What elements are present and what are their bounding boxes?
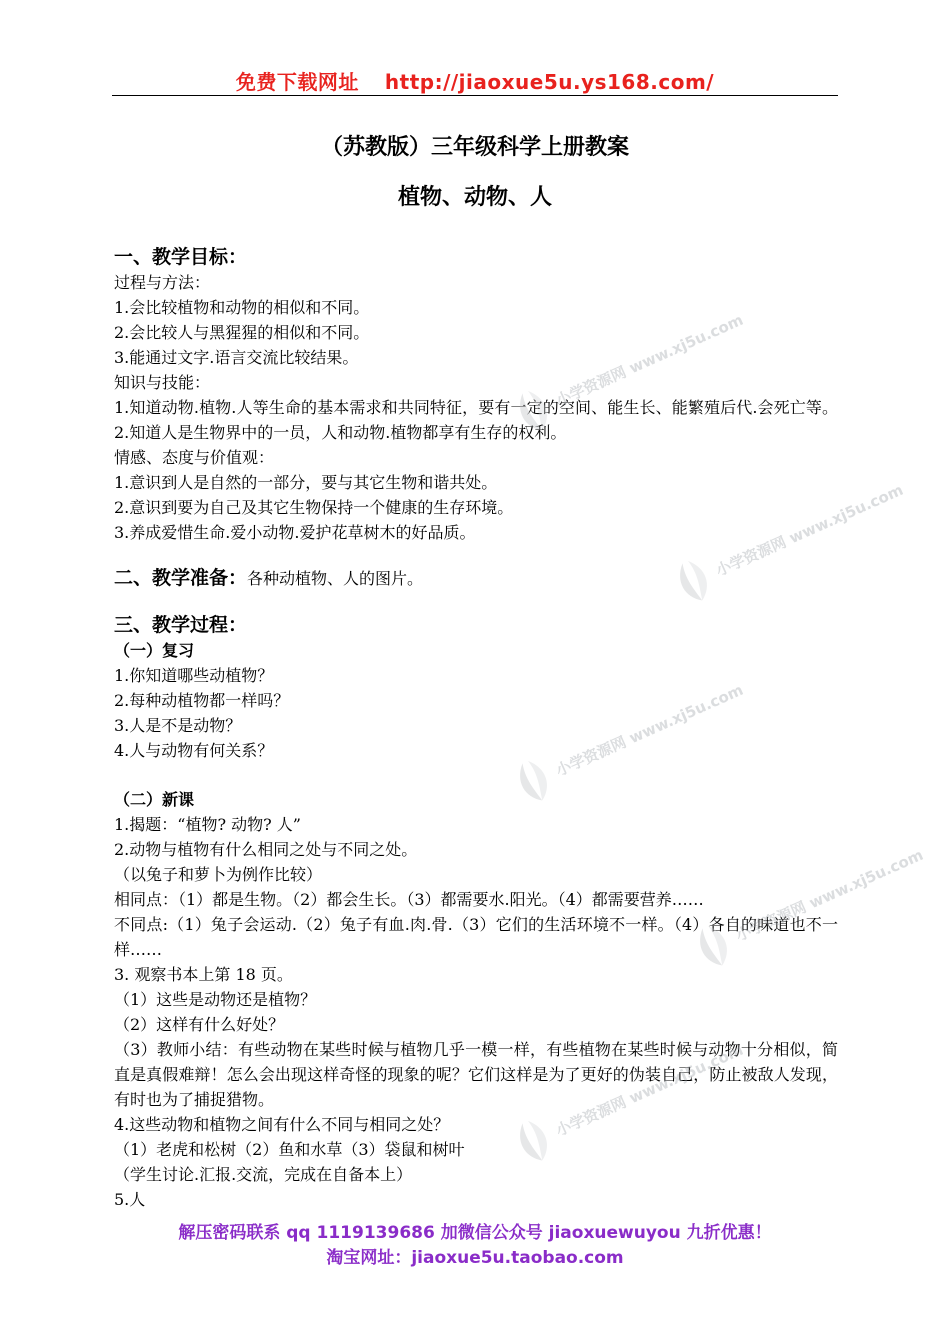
review-line: 4.人与动物有何关系？: [114, 741, 274, 760]
section2-heading: 二、教学准备：: [114, 567, 248, 589]
review-line: 2.每种动植物都一样吗？: [114, 691, 290, 710]
header-rule: [112, 95, 838, 96]
review-line: 1.你知道哪些动植物？: [114, 666, 274, 685]
review-line: 3.人是不是动物？: [114, 716, 242, 735]
watermark-text: 小学资源网 www.xj5u.com: [553, 1040, 746, 1140]
document-body: [114, 244, 838, 1212]
doc-title: （苏教版）三年级科学上册教案: [320, 134, 629, 160]
section2: [114, 565, 838, 592]
new-line: 5.人: [114, 1190, 146, 1209]
new-lesson-heading: （二）新课: [114, 790, 195, 809]
new-line: 2.动物与植物有什么相同之处与不同之处。: [114, 840, 418, 859]
header-url-link[interactable]: http://jiaoxue5u.ys168.com/: [384, 70, 715, 94]
new-line: 1.揭题：“植物? 动物? 人”: [114, 815, 301, 834]
s1-line: 1.知道动物.植物.人等生命的基本需求和共同特征，要有一定的空间、能生长、能繁殖后代.会死亡等。2.知道人是生物界中的一员，人和动物.植物都享有生存的权利。: [114, 398, 838, 442]
review-heading: （一）复习: [114, 641, 195, 660]
s1-line: 3.能通过文字.语言交流比较结果。: [114, 348, 359, 367]
footer-taobao: 淘宝网址：jiaoxue5u.taobao.com: [326, 1248, 624, 1268]
s1-line: 1.意识到人是自然的一部分，要与其它生物和谐共处。: [114, 473, 498, 492]
s1-line: 3.养成爱惜生命.爱小动物.爱护花草树木的好品质。: [114, 523, 476, 542]
header-label: 免费下载网址: [235, 70, 359, 94]
download-header: [0, 66, 950, 95]
new-line: （学生讨论.汇报.交流，完成在自备本上）: [114, 1165, 413, 1184]
s1-line: 1.会比较植物和动物的相似和不同。: [114, 298, 370, 317]
section3-heading: 三、教学过程：: [114, 614, 248, 636]
new-line: 4.这些动物和植物之间有什么不同与相同之处？: [114, 1115, 450, 1134]
s1-line: 知识与技能：: [114, 373, 211, 392]
s1-line: 2.会比较人与黑猩猩的相似和不同。: [114, 323, 370, 342]
new-line: （1）老虎和松树（2）鱼和水草（3）袋鼠和树叶: [114, 1140, 465, 1159]
new-line: 不同点:（1）兔子会运动.（2）兔子有血.肉.骨.（3）它们的生活环境不一样。（4）各自的味道也不一样……: [114, 915, 838, 959]
watermark-text: 小学资源网 www.xj5u.com: [553, 680, 746, 780]
section2-text: 各种动植物、人的图片。: [247, 569, 424, 588]
s1-line: 情感、态度与价值观：: [114, 448, 275, 467]
footer-contact: 解压密码联系 qq 1119139686 加微信公众号 jiaoxuewuyou 九折优惠！: [178, 1223, 772, 1243]
watermark-text: 小学资源网 www.xj5u.com: [713, 480, 906, 580]
new-line: （1）这些是动物还是植物？: [114, 990, 317, 1009]
section1-heading: 一、教学目标：: [114, 246, 248, 268]
watermark-text: 小学资源网 www.xj5u.com: [553, 310, 746, 410]
new-line: （以兔子和萝卜为例作比较）: [114, 865, 323, 884]
lesson-title: 植物、动物、人: [397, 184, 552, 210]
new-line: 3. 观察书本上第 18 页。: [114, 965, 293, 984]
new-line: （2）这样有什么好处？: [114, 1015, 285, 1034]
new-line: 相同点：（1）都是生物。（2）都会生长。（3）都需要水.阳光。（4）都需要营养……: [114, 890, 704, 909]
s1-line: 过程与方法：: [114, 273, 211, 292]
watermark-text: 小学资源网 www.xj5u.com: [733, 845, 926, 945]
new-line: （3）教师小结：有些动物在某些时候与植物几乎一模一样，有些植物在某些时候与动物十分相似，简直是真假难辩！怎么会出现这样奇怪的现象的呢？它们这样是为了更好的伪装自己，防止被敌人发现，有时也为了捕捉猎物。: [114, 1040, 838, 1109]
s1-line: 2.意识到要为自己及其它生物保持一个健康的生存环境。: [114, 498, 514, 517]
